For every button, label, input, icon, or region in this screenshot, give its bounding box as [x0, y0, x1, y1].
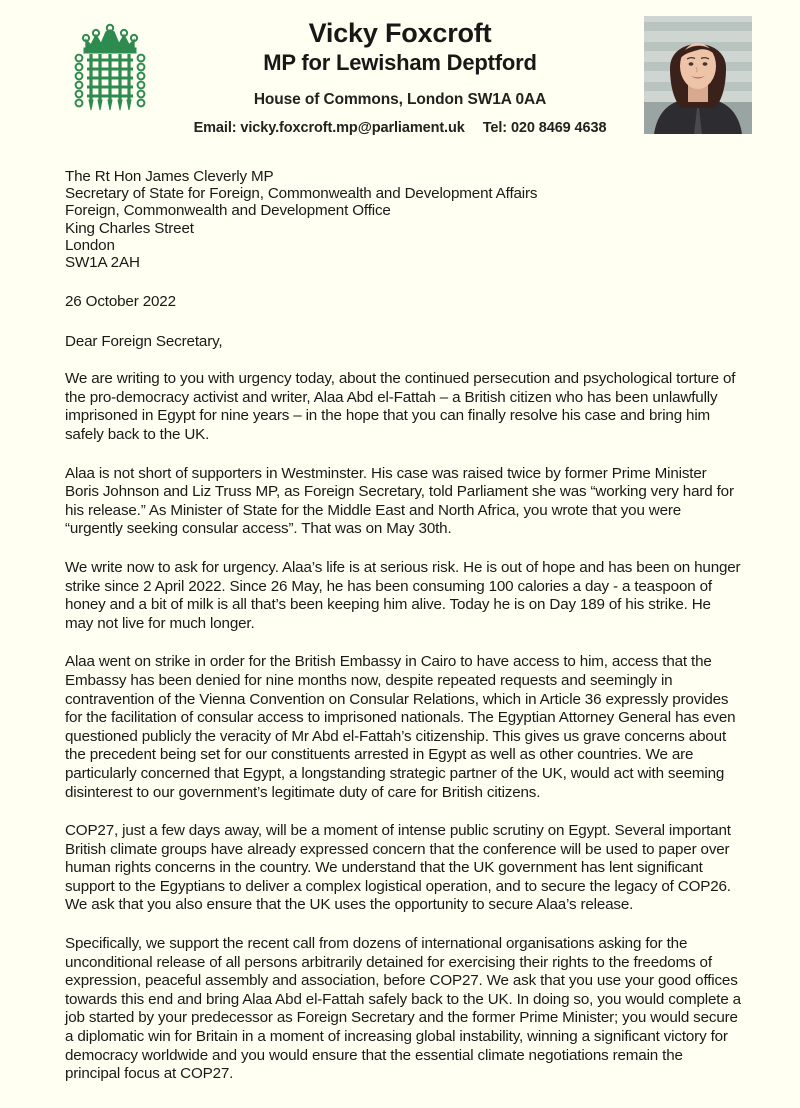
body-paragraph: Alaa went on strike in order for the British Embassy in Cairo to have access to him, access that the Embassy has been denied for nine months now, despite repeated requests and seemingly in contravention of the Vienna Convention on Consular Relations, which in Article 36 expressly provides for the facilitation of consular access to imprisoned nationals. The Egyptian Attorney General has even questioned publicly the veracity of Mr Abd el-Fattah’s citizenship. This gives us grave concerns about the precedent being set for our constituents arrested in Egypt as well as other countries. We are particularly concerned that Egypt, a longstanding strategic partner of the UK, would act with seeming disinterest to our government’s legitimate duty of care for British citizens. — [65, 653, 736, 801]
office-address: House of Commons, London SW1A 0AA — [253, 90, 547, 108]
letter-body — [65, 168, 741, 1099]
mp-portrait-photo — [644, 16, 752, 134]
contact-line — [180, 120, 620, 136]
telephone-label: Tel: 020 8469 4638 — [482, 119, 607, 136]
recipient-line: The Rt Hon James Cleverly MP — [65, 168, 274, 185]
email-label: Email: vicky.foxcroft.mp@parliament.uk — [193, 119, 465, 136]
body-paragraph: COP27, just a few days away, will be a moment of intense public scrutiny on Egypt. Several important British climate groups have already expressed concern that the conference will be used to paper over human rights concerns in the country. We understand that the UK government has lent significant support to the Egyptians to deliver a complex logistical operation, and to secure the legacy of COP26. We ask that you also ensure that the UK uses the opportunity to secure Alaa’s release. — [65, 822, 731, 914]
recipient-line: London — [65, 236, 115, 254]
recipient-line: King Charles Street — [65, 219, 194, 237]
salutation: Dear Foreign Secretary, — [65, 333, 223, 351]
portcullis-crest-icon — [62, 22, 158, 126]
recipient-address-block — [65, 168, 741, 271]
mp-constituency: MP for Lewisham Deptford — [263, 50, 537, 76]
recipient-line: Secretary of State for Foreign, Commonwealth and Development Affairs — [65, 185, 538, 203]
body-paragraph: Alaa is not short of supporters in Westminster. His case was raised twice by former Prime Minister Boris Johnson and Liz Truss MP, as Foreign Secretary, told Parliament she was “working very hard for his release.” As Minister of State for the Middle East and North Africa, you wrote that you were “urgently seeking consular access”. That was on May 30th. — [65, 464, 734, 538]
recipient-line: SW1A 2AH — [65, 254, 140, 272]
letter-date: 26 October 2022 — [65, 293, 176, 311]
body-paragraph: We write now to ask for urgency. Alaa’s life is at serious risk. He is out of hope and has been on hunger strike since 2 April 2022. Since 26 May, he has been consuming 100 calories a day - a teaspoon of honey and a bit of milk is all that’s been keeping him alive. Today he is on Day 189 of his strike. He may not live for much longer. — [65, 558, 741, 632]
recipient-line: Foreign, Commonwealth and Development Office — [65, 202, 391, 220]
body-paragraph: Specifically, we support the recent call from dozens of international organisations asking for the unconditional release of all persons arbitrarily detained for exercising their rights to the freedoms of expression, peaceful assembly and association, before COP27. We ask that you use your good offices towards this end and bring Alaa Abd el-Fattah safely back to the UK. In doing so, you would complete a job started by your predecessor as Foreign Secretary and the former Prime Minister; you would secure a diplomatic win for Britain in a moment of increasing global instability, winning a significant victory for democracy worldwide and you would ensure that the essential climate negotiations remain the principal focus at COP27. — [65, 935, 741, 1083]
body-paragraph: We are writing to you with urgency today, about the continued persecution and psychological torture of the pro-democracy activist and writer, Alaa Abd el-Fattah – a British citizen who has been unlawfully imprisoned in Egypt for nine years – in the hope that you can finally resolve his case and bring him safely back to the UK. — [65, 370, 736, 443]
letterhead — [0, 0, 800, 148]
mp-name: Vicky Foxcroft — [308, 18, 492, 48]
